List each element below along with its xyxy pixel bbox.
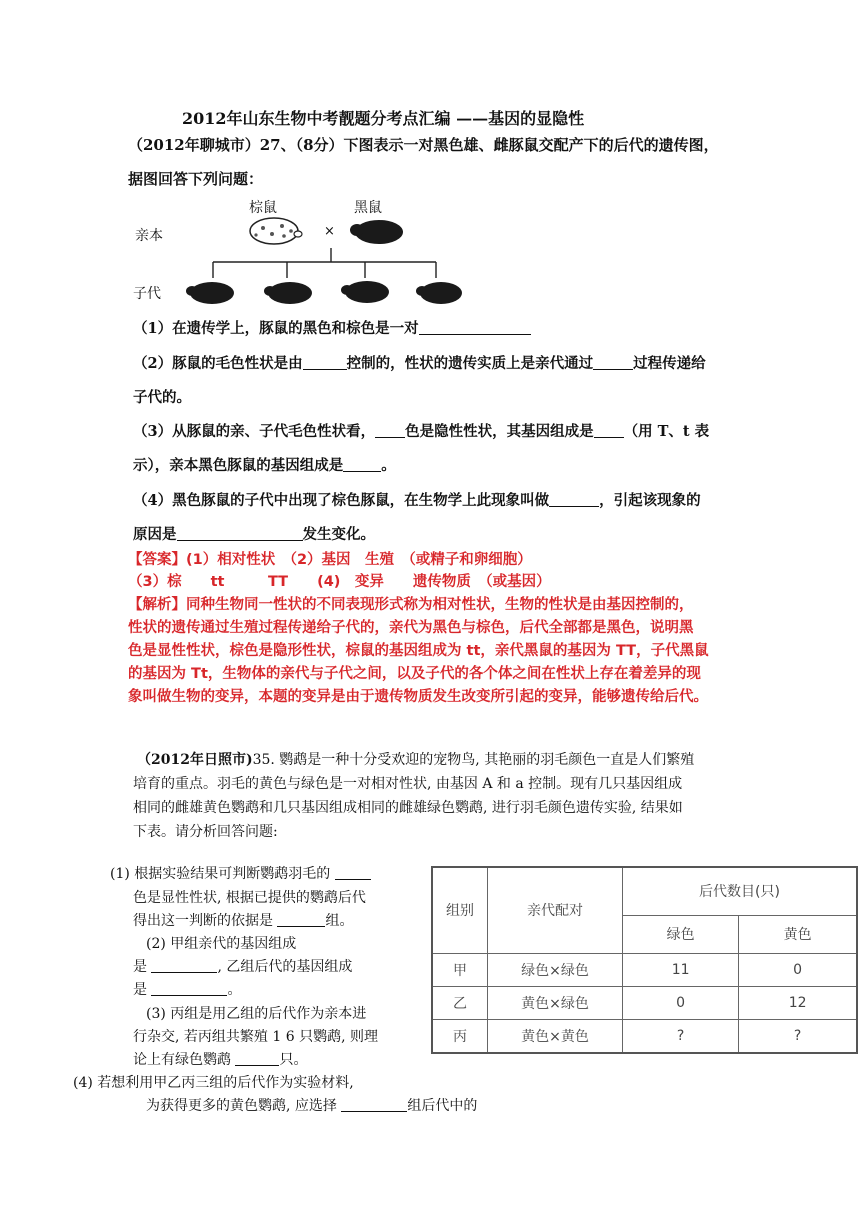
table-header-row <box>432 867 857 915</box>
q35-sub1-cont: 色是显性性状, 根据已提供的鹦鹉后代 <box>133 890 366 906</box>
q35-sub2-cont: 是 , 乙组后代的基因组成 <box>133 959 353 975</box>
q27-item2-cont: 子代的。 <box>133 389 191 406</box>
row-yellow: ? <box>739 1019 857 1053</box>
brown-guinea-pig-icon <box>250 218 302 244</box>
offspring-guinea-pigs <box>186 281 462 304</box>
analysis-line3: 色是显性性状，棕色是隐形性状，棕鼠的基因组成为 tt，亲代黑鼠的基因为 TT，子代黑鼠 <box>128 643 709 659</box>
analysis-line5: 象叫做生物的变异，本题的变异是由于遗传物质发生改变所引起的变异，能够遗传给后代。 <box>128 689 708 705</box>
offspring-black-icon-4 <box>416 282 462 304</box>
header-cross: 亲代配对 <box>488 867 623 953</box>
row-group: 丙 <box>432 1019 488 1053</box>
row-cross: 绿色×绿色 <box>488 953 623 986</box>
header-group: 组别 <box>432 867 488 953</box>
analysis-line1: 【解析】同种生物同一性状的不同表现形式称为相对性状，生物的性状是由基因控制的， <box>128 597 694 613</box>
answer-blank-13[interactable] <box>235 1051 279 1066</box>
brown-rat-label: 棕鼠 <box>249 200 277 216</box>
results-table <box>431 866 858 1054</box>
offspring-black-icon-3 <box>341 281 389 303</box>
row-group: 甲 <box>432 953 488 986</box>
answer-blank-6[interactable] <box>343 457 381 472</box>
row-yellow: 0 <box>739 953 857 986</box>
header-green: 绿色 <box>623 915 739 953</box>
q27-item3-cont: 示），亲本黑色豚鼠的基因组成是 。 <box>133 457 396 474</box>
q27-intro-line2: 据图回答下列问题： <box>128 170 264 188</box>
q35-intro-line3: 相同的雌雄黄色鹦鹉和几只基因组成相同的雌雄绿色鹦鹉, 进行羽毛颜色遗传实验, 结果如 <box>133 800 683 816</box>
answer-line1: 【答案】(1）相对性状 （2）基因 生殖 （或精子和卵细胞） <box>128 552 532 568</box>
answer-blank-14[interactable] <box>341 1097 407 1112</box>
answer-blank-3[interactable] <box>593 355 633 370</box>
row-green: ? <box>623 1019 739 1053</box>
header-offspring: 后代数目(只) <box>623 867 858 915</box>
heredity-diagram <box>0 190 860 320</box>
q35-sub2-cont2: 是 。 <box>133 982 242 998</box>
q35-intro-line2: 培育的重点。羽毛的黄色与绿色是一对相对性状, 由基因 A 和 a 控制。现有几只基因组成 <box>133 776 683 792</box>
q35-sub2: (2) 甲组亲代的基因组成 <box>146 936 297 952</box>
offspring-label: 子代 <box>133 286 161 302</box>
answer-blank-5[interactable] <box>594 423 624 438</box>
answer-blank-11[interactable] <box>151 958 217 973</box>
q35-intro-line4: 下表。请分析回答问题: <box>133 824 278 840</box>
cross-symbol: × <box>324 224 335 239</box>
table-row <box>432 986 857 1019</box>
answer-blank-1[interactable] <box>419 320 531 335</box>
page-title: 2012年山东生物中考靓题分考点汇编 ——基因的显隐性 <box>182 109 585 128</box>
answer-blank-2[interactable] <box>303 355 347 370</box>
q27-item4: （4）黑色豚鼠的子代中出现了棕色豚鼠，在生物学上此现象叫做 ，引起该现象的 <box>133 492 701 509</box>
analysis-line2: 性状的遗传通过生殖过程传递给子代的，亲代为黑色与棕色，后代全部都是黑色，说明黑 <box>128 620 694 636</box>
table-row <box>432 1019 857 1053</box>
q35-sub1: (1) 根据实验结果可判断鹦鹉羽毛的 <box>110 863 371 883</box>
row-green: 0 <box>623 986 739 1019</box>
answer-blank-4[interactable] <box>375 423 405 438</box>
q27-source: （2012年聊城市） <box>128 136 260 154</box>
offspring-black-icon-1 <box>186 282 234 304</box>
row-cross: 黄色×绿色 <box>488 986 623 1019</box>
q27-intro-line1 <box>128 134 719 155</box>
q35-sub4: (4) 若想利用甲乙丙三组的后代作为实验材料, <box>73 1075 354 1091</box>
q35-intro-line1: （2012年日照市)35. 鹦鹉是一种十分受欢迎的宠物鸟, 其艳丽的羽毛颜色一直是人们繁殖 <box>137 752 695 768</box>
q35-sub3: (3) 丙组是用乙组的后代作为亲本进 <box>146 1006 367 1022</box>
row-yellow: 12 <box>739 986 857 1019</box>
row-group: 乙 <box>432 986 488 1019</box>
answer-line2: （3）棕 tt TT (4) 变异 遗传物质 （或基因） <box>128 574 551 590</box>
answer-blank-9[interactable] <box>335 865 371 880</box>
q35-sub1-cont2: 得出这一判断的依据是 组。 <box>133 913 354 929</box>
row-cross: 黄色×黄色 <box>488 1019 623 1053</box>
header-yellow: 黄色 <box>739 915 857 953</box>
analysis-line4: 的基因为 Tt，生物体的亲代与子代之间，以及子代的各个体之间在性状上存在着差异的现 <box>128 666 701 682</box>
q27-item2: （2）豚鼠的毛色性状是由 控制的，性状的遗传实质上是亲代通过 过程传递给 <box>133 355 706 372</box>
row-green: 11 <box>623 953 739 986</box>
black-rat-label: 黑鼠 <box>354 200 382 216</box>
q27-item4-cont: 原因是 发生变化。 <box>133 526 375 543</box>
q35-sub3-cont2: 论上有绿色鹦鹉 只。 <box>133 1052 308 1068</box>
table-row <box>432 953 857 986</box>
answer-blank-8[interactable] <box>177 526 303 541</box>
pedigree-lines <box>213 248 436 278</box>
answer-blank-10[interactable] <box>277 912 325 927</box>
offspring-black-icon-2 <box>264 282 312 304</box>
answer-blank-7[interactable] <box>549 492 599 507</box>
parent-label: 亲本 <box>135 228 163 244</box>
q27-item3: （3）从豚鼠的亲、子代毛色性状看， 色是隐性性状，其基因组成是 （用 T、t 表 <box>133 423 710 440</box>
q27-intro: 27、（8分）下图表示一对黑色雄、雌豚鼠交配产下的后代的遗传图， <box>259 136 719 154</box>
answer-blank-12[interactable] <box>151 981 227 996</box>
black-guinea-pig-icon <box>350 220 403 244</box>
q35-sub4-cont: 为获得更多的黄色鹦鹉, 应选择 组后代中的 <box>146 1098 478 1114</box>
q35-sub3-cont: 行杂交, 若丙组共繁殖 1 6 只鹦鹉, 则理 <box>133 1029 378 1045</box>
q27-item1: （1）在遗传学上，豚鼠的黑色和棕色是一对 <box>133 317 531 338</box>
